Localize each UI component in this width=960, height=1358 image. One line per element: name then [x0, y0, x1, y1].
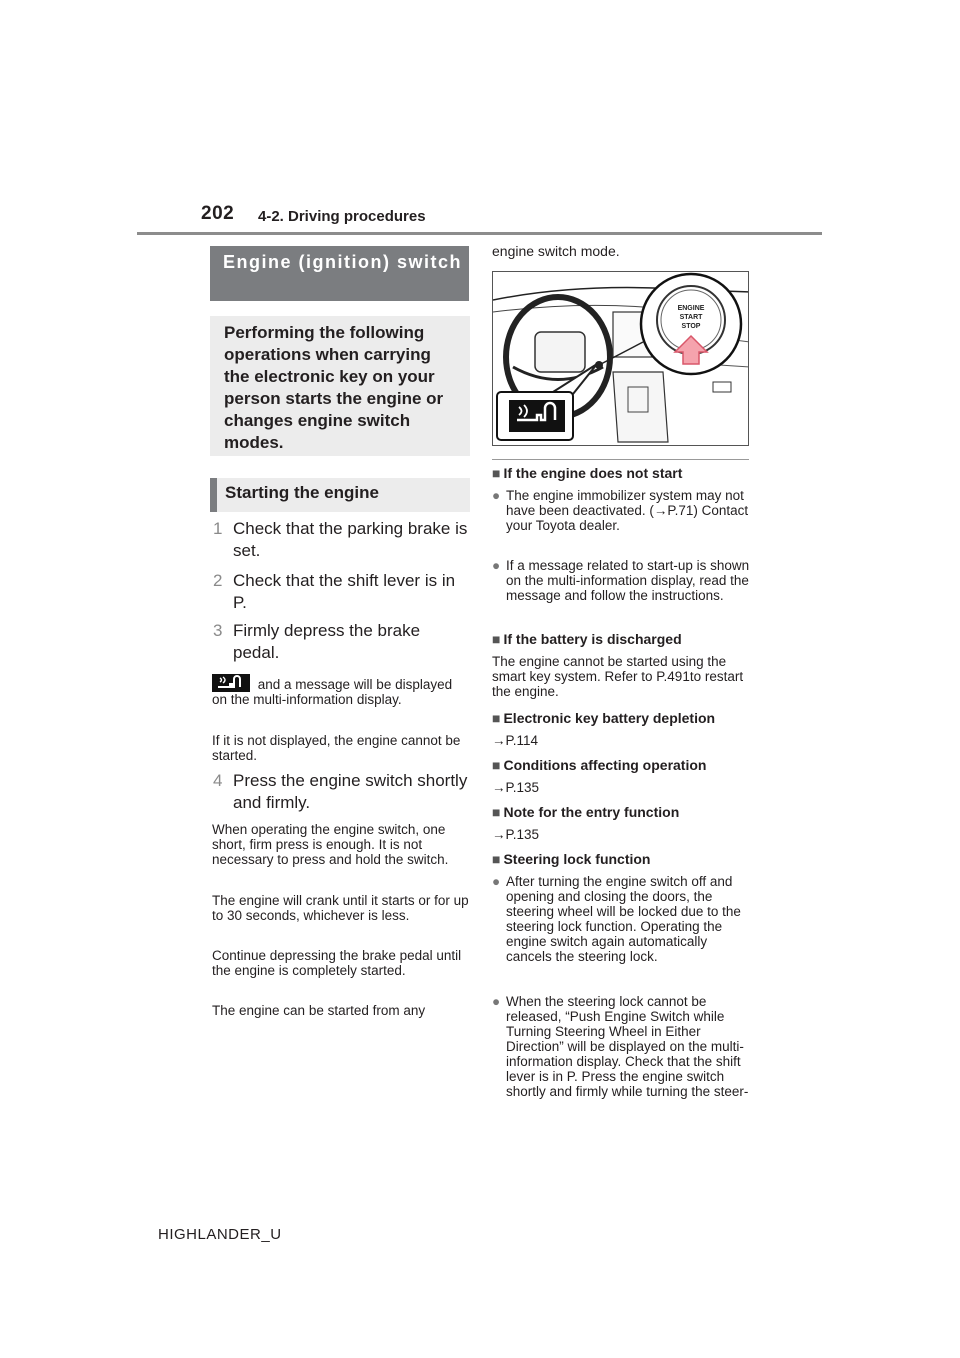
heading-not-start [492, 465, 750, 481]
step-4-note-2: The engine will crank until it starts or for up to 30 seconds, whichever is less. [212, 893, 469, 923]
square-marker-icon: ■ [492, 465, 501, 481]
dashboard-illustration [492, 271, 749, 446]
bullet-steering-lock-1 [492, 874, 750, 986]
battery-text: The engine cannot be started using the smart key system. Refer to P.491to restart the engine. [492, 654, 744, 699]
bullet-dot-icon: ● [492, 488, 501, 503]
square-marker-icon: ■ [492, 631, 501, 647]
step-3 [213, 620, 471, 664]
step-4 [213, 770, 471, 814]
smart-key-indicator-icon [212, 674, 250, 692]
step-number: 2 [213, 571, 223, 590]
heading-text: Conditions affecting operation [503, 757, 707, 773]
step-3-note-2: If it is not displayed, the engine cannot be started. [212, 733, 461, 763]
bullet-startup-message [492, 558, 750, 622]
square-marker-icon: ■ [492, 710, 501, 726]
step-number: 1 [213, 519, 223, 538]
page-number: 202 [201, 203, 235, 224]
bullet-text: When the steering lock cannot be released, “Push Engine Switch while Turning Steering Wheel in Either Direction” will be displayed on the multi-information display. Check that the shift lever is in P. Press the engine switch shortly and firmly while turning the steer- [506, 994, 749, 1099]
illus-button-label-2: START [679, 314, 703, 321]
step-text: Press the engine switch shortly and firmly. [233, 771, 468, 812]
step-4-note-4: The engine can be started from any [212, 1003, 426, 1018]
heading-battery [492, 631, 750, 647]
bullet-immobilizer [492, 488, 750, 552]
ref-conditions[interactable]: →P.135 [492, 780, 540, 795]
heading-text: If the battery is discharged [503, 631, 682, 647]
step-2 [213, 570, 471, 614]
square-marker-icon: ■ [492, 757, 501, 773]
chapter-title: Engine (ignition) switch [223, 252, 462, 272]
continuation-text: engine switch mode. [492, 243, 620, 259]
section-title: 4-2. Driving procedures [258, 208, 426, 225]
square-marker-icon: ■ [492, 804, 501, 820]
subheading: Starting the engine [225, 483, 379, 502]
step-1 [213, 518, 471, 562]
intro-text: Performing the following operations when carrying the electronic key on your person starts the engine or changes engine switch modes. [224, 323, 444, 452]
bullet-text: If a message related to start-up is shown on the multi-information display, read the message and follow the instructions. [506, 558, 750, 603]
step-text: Check that the parking brake is set. [233, 519, 468, 560]
right-divider [492, 459, 749, 460]
illus-button-label-3: STOP [681, 323, 701, 330]
chapter-title-box [210, 246, 469, 301]
header-rule [137, 232, 822, 235]
bullet-steering-lock-2 [492, 994, 750, 1124]
heading-conditions [492, 757, 750, 773]
bullet-dot-icon: ● [492, 558, 501, 573]
step-4-note-1: When operating the engine switch, one short, firm press is enough. It is not necessary to press and hold the switch. [212, 822, 449, 867]
heading-steering-lock [492, 851, 750, 867]
heading-text: Electronic key battery depletion [503, 710, 716, 726]
step-3-note-text: and a message will be displayed on the multi-information display. [212, 677, 453, 707]
heading-text: Steering lock function [503, 851, 651, 867]
heading-key-battery [492, 710, 750, 726]
step-number: 3 [213, 621, 223, 640]
dashboard-drawing-icon [493, 272, 749, 446]
heading-text: Note for the entry function [503, 804, 680, 820]
subheading-box [210, 478, 470, 512]
step-number: 4 [213, 771, 223, 790]
footer-model: HIGHLANDER_U [158, 1226, 282, 1243]
step-text: Firmly depress the brake pedal. [233, 621, 421, 662]
step-text: Check that the shift lever is in P. [233, 571, 456, 612]
ref-entry[interactable]: →P.135 [492, 827, 540, 842]
intro-box [210, 316, 470, 456]
bullet-dot-icon: ● [492, 874, 501, 889]
step-3-note [212, 674, 470, 707]
illus-button-label-1: ENGINE [677, 305, 705, 312]
ref-key-battery[interactable]: →P.114 [492, 733, 539, 748]
bullet-text: After turning the engine switch off and opening and closing the doors, the steering wheel will be locked due to the steering lock function. Operating the engine switch again automatically cancels the steering lock. [506, 874, 741, 964]
heading-text: If the engine does not start [503, 465, 683, 481]
step-4-note-3: Continue depressing the brake pedal until the engine is completely started. [212, 948, 462, 978]
heading-entry [492, 804, 750, 820]
bullet-text: The engine immobilizer system may not have been deactivated. (→P.71) Contact your Toyota dealer. [506, 488, 749, 533]
bullet-dot-icon: ● [492, 994, 501, 1009]
square-marker-icon: ■ [492, 851, 501, 867]
